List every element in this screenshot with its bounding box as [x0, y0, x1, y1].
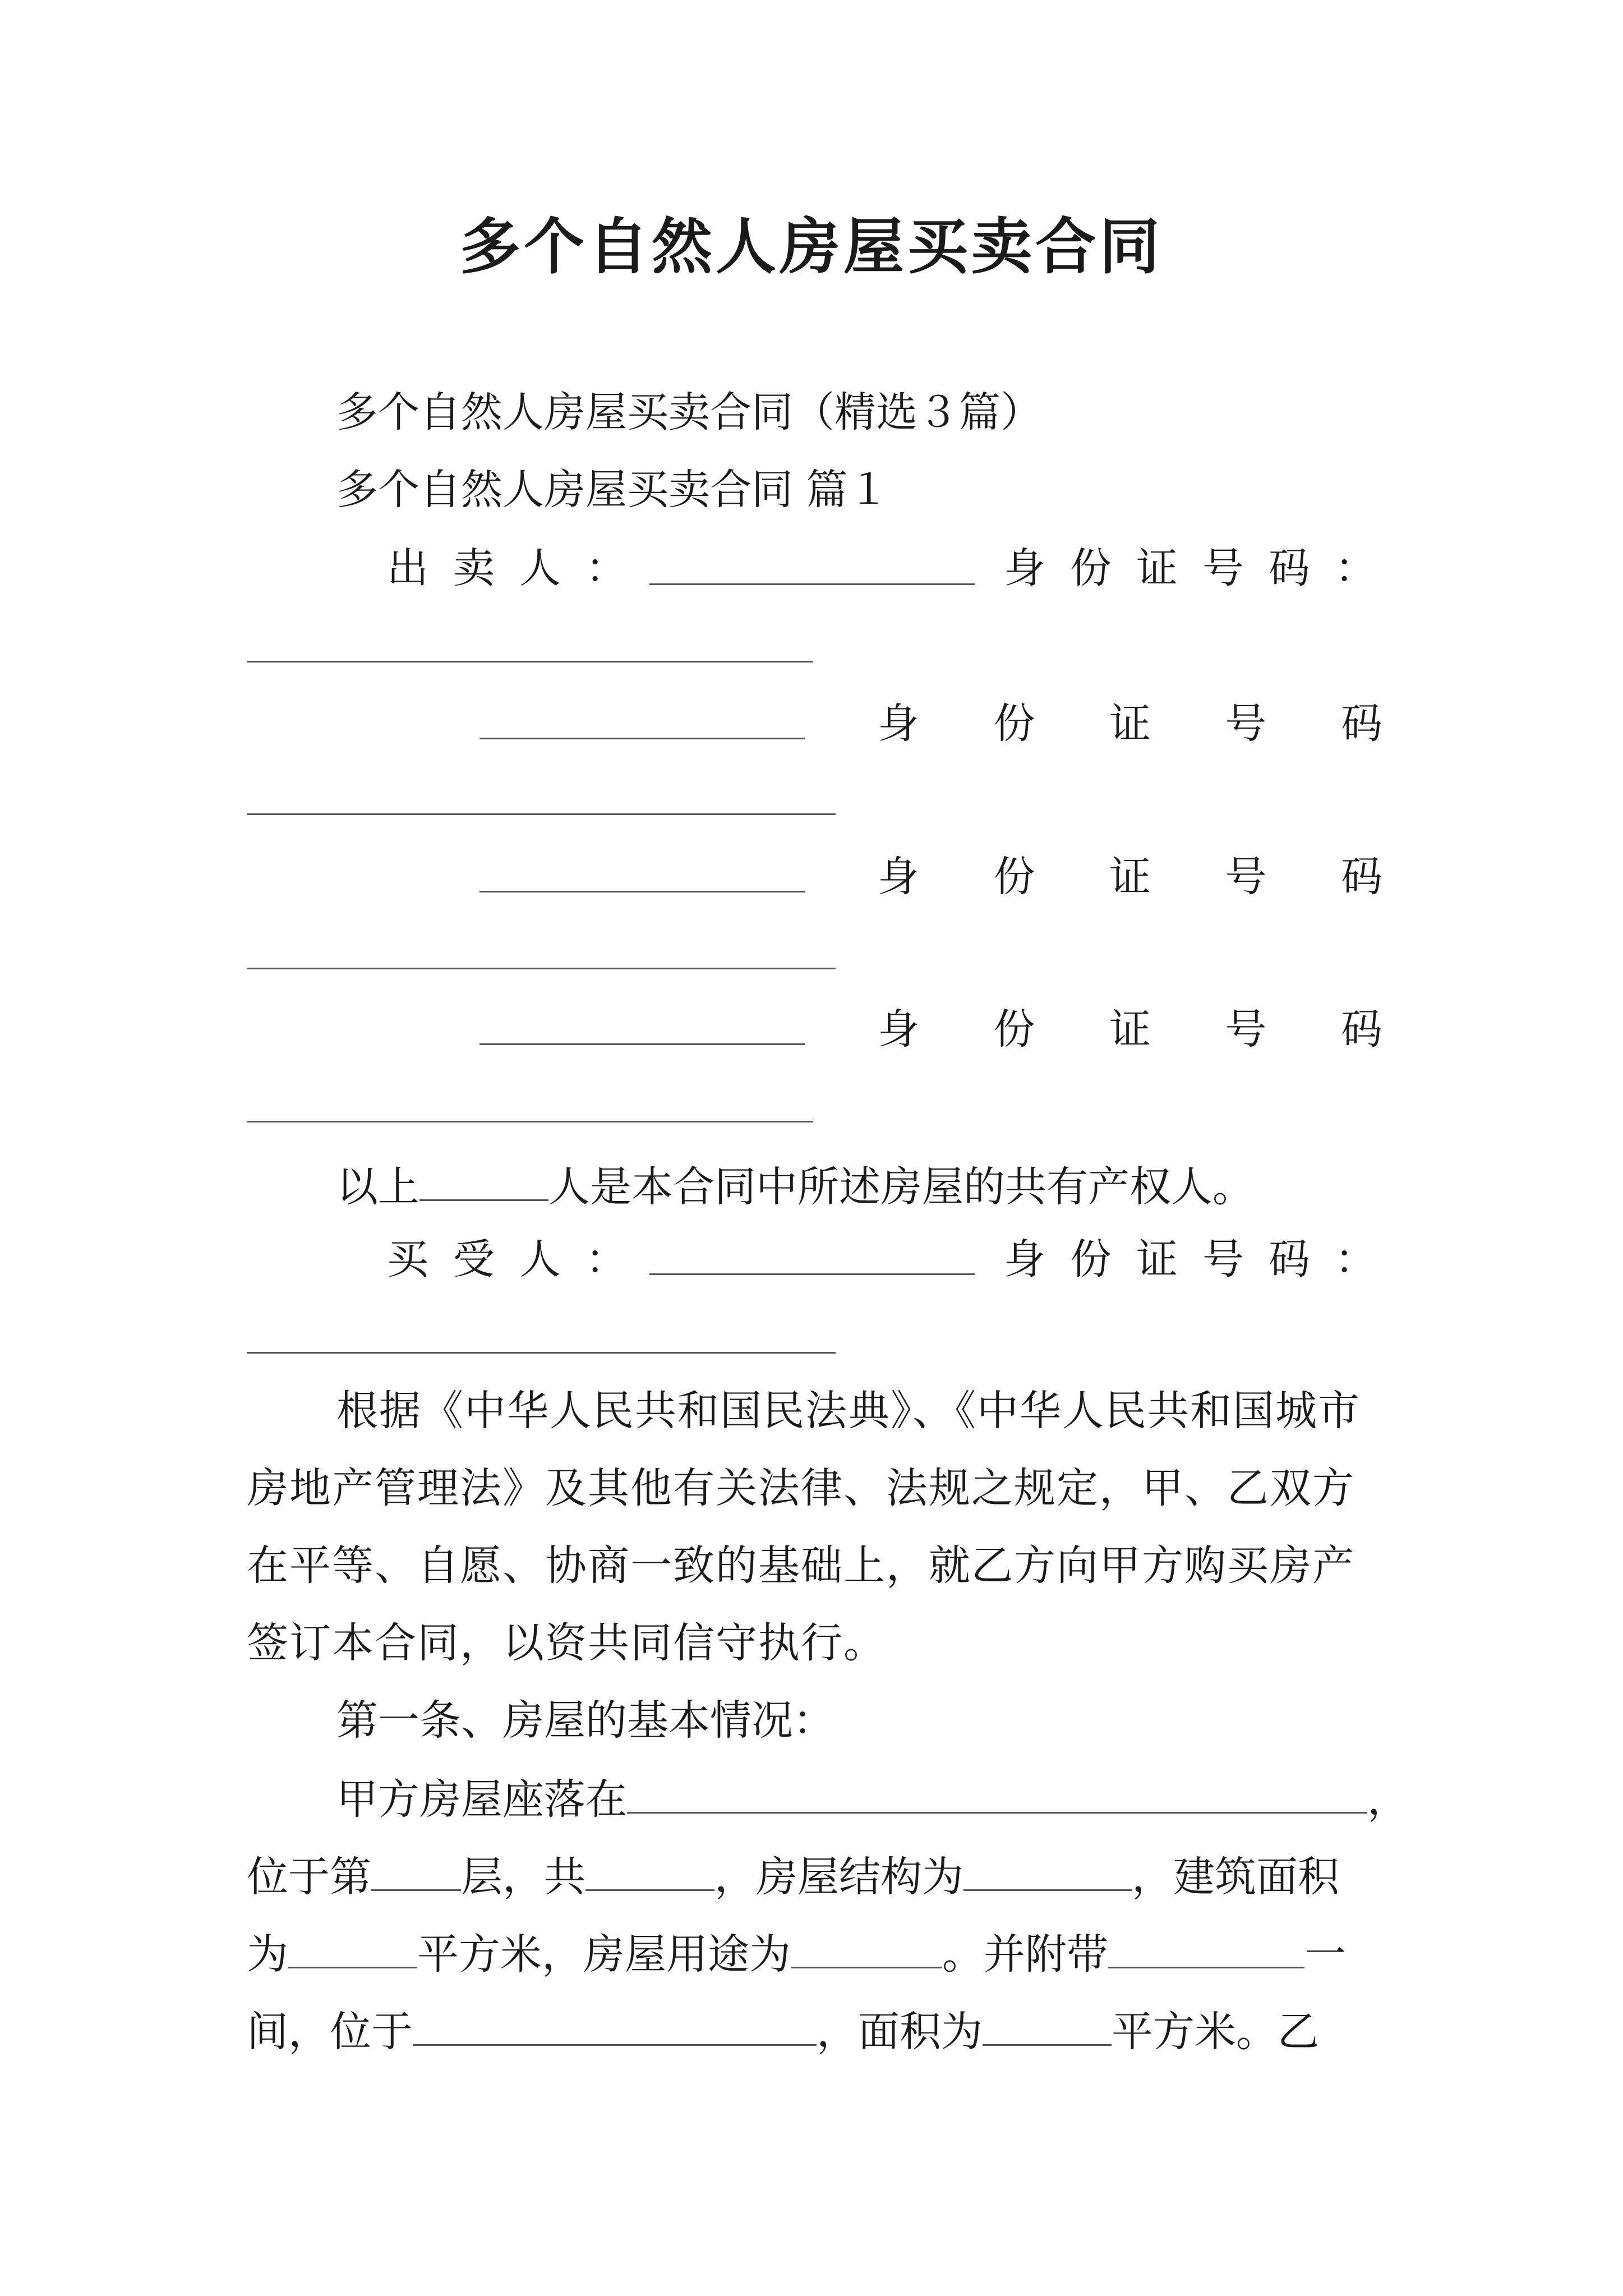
article1-line — [247, 1844, 1339, 1908]
co-owner-id-label — [878, 999, 1382, 1060]
id-char: 身 — [878, 1005, 919, 1053]
article1-text: ， — [1367, 1775, 1409, 1824]
document-title: 多个自然人房屋买卖合同 — [459, 211, 1163, 282]
intro-line: 签订本合同，以资共同信守执行。 — [247, 1619, 886, 1667]
id-char: 身 — [878, 700, 919, 748]
id-char: 号 — [1225, 1005, 1267, 1053]
article1-text: 为 — [247, 1930, 288, 1978]
co-owner-id-label — [878, 693, 1382, 754]
usage-blank[interactable] — [791, 1922, 942, 1968]
attached-area-blank[interactable] — [983, 1999, 1112, 2046]
address-blank[interactable] — [627, 1767, 1367, 1814]
article1-text: 甲方房屋座落在 — [336, 1775, 627, 1824]
co-owner-sentence — [336, 1154, 1254, 1218]
co-owner-id-blank[interactable] — [247, 968, 836, 969]
id-char: 身 — [878, 853, 919, 901]
section-heading: 多个自然人房屋买卖合同 篇１ — [336, 466, 889, 514]
co-owner-id-blank[interactable] — [247, 1121, 813, 1122]
article1-line — [247, 1999, 1319, 2063]
floor-blank[interactable] — [371, 1844, 461, 1891]
id-char: 份 — [993, 1005, 1035, 1053]
co-owner-name-blank[interactable] — [479, 1043, 805, 1045]
co-owner-id-label — [878, 846, 1382, 908]
area-blank[interactable] — [288, 1922, 417, 1968]
article1-text: 位于第 — [247, 1853, 371, 1901]
article1-text: 平方米，房屋用途为 — [417, 1930, 791, 1978]
seller-id-label: 身份证号码： — [1004, 544, 1401, 592]
buyer-id-label: 身份证号码： — [1004, 1235, 1401, 1283]
intro-line: 房地产管理法》及其他有关法律、法规之规定，甲、乙双方 — [247, 1464, 1355, 1512]
article1-text: 层，共 — [461, 1853, 585, 1901]
article1-text: 一 — [1304, 1930, 1346, 1978]
seller-name-blank[interactable] — [649, 583, 975, 585]
co-owner-post: 人是本合同中所述房屋的共有产权人。 — [548, 1163, 1254, 1211]
article1-text: 。并附带 — [942, 1930, 1108, 1978]
article1-line — [247, 1922, 1346, 1985]
co-owner-name-blank[interactable] — [479, 891, 805, 892]
id-char: 码 — [1341, 700, 1382, 748]
id-char: 证 — [1109, 1005, 1151, 1053]
id-char: 份 — [993, 853, 1035, 901]
structure-blank[interactable] — [963, 1844, 1132, 1891]
article1-line — [336, 1767, 1409, 1830]
total-floors-blank[interactable] — [585, 1844, 714, 1891]
co-owner-pre: 以上 — [336, 1163, 419, 1211]
article1-text: ，建筑面积 — [1132, 1853, 1339, 1901]
article1-heading: 第一条、房屋的基本情况： — [336, 1696, 834, 1745]
buyer-id-blank[interactable] — [247, 1352, 836, 1354]
co-owner-id-blank[interactable] — [247, 813, 836, 815]
id-char: 份 — [993, 700, 1035, 748]
id-char: 码 — [1341, 1005, 1382, 1053]
seller-label: 出卖人： — [387, 544, 652, 592]
article1-text: 平方米。乙 — [1112, 2008, 1319, 2056]
intro-line: 根据《中华人民共和国民法典》、《中华人民共和国城市 — [336, 1387, 1361, 1435]
id-char: 证 — [1109, 700, 1151, 748]
co-owner-name-blank[interactable] — [479, 738, 805, 739]
co-owner-count-blank[interactable] — [419, 1154, 548, 1201]
buyer-name-blank[interactable] — [649, 1273, 975, 1275]
intro-line: 在平等、自愿、协商一致的基础上，就乙方向甲方购买房产 — [247, 1542, 1355, 1590]
buyer-label: 买受人： — [387, 1235, 652, 1283]
attached-blank[interactable] — [1108, 1922, 1304, 1968]
article1-text: 间，位于 — [247, 2008, 413, 2056]
article1-text: ，面积为 — [817, 2008, 983, 2056]
subtitle: 多个自然人房屋买卖合同（精选３篇） — [336, 388, 1042, 436]
location-blank[interactable] — [413, 1999, 817, 2046]
seller-id-blank[interactable] — [247, 661, 813, 662]
id-char: 码 — [1341, 853, 1382, 901]
id-char: 号 — [1225, 700, 1267, 748]
article1-text: ，房屋结构为 — [714, 1853, 963, 1901]
id-char: 证 — [1109, 853, 1151, 901]
id-char: 号 — [1225, 853, 1267, 901]
